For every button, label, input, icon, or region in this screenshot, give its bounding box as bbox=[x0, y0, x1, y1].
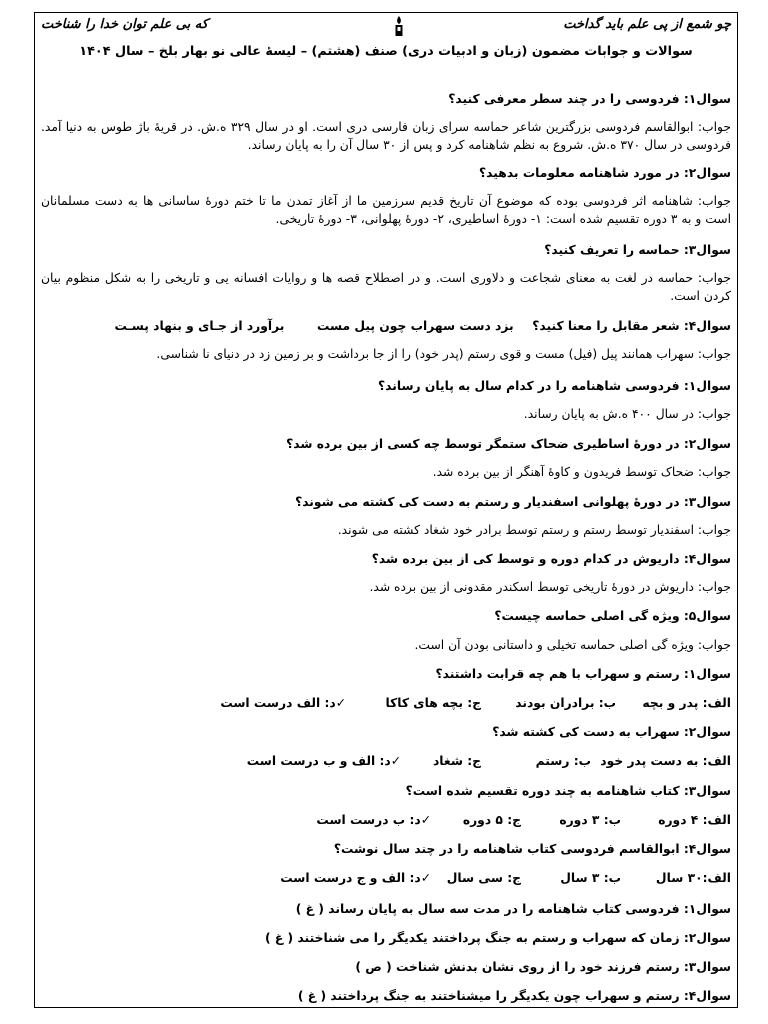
answer: جواب: ابوالقاسم فردوسی بزرگترین شاعر حماسه سرای زبان فارسی دری است. او در سال ۳۲۹ ه.ش. در قریۀ باژ طوس به دنیا آمد. فردوسی در سال ۳۷۰ ه.ش. شروع به نظم شاهنامه کرد و پس از ۳۰ سال آن را به پایان رساند. bbox=[41, 120, 731, 152]
checkmark-icon: ✓ bbox=[390, 754, 401, 768]
header-motto-right: چو شمع از پی علم باید گداخت bbox=[563, 17, 731, 32]
mcq-correct-option: ✓د: ب درست است bbox=[316, 813, 431, 827]
question: سوال۵: ویژه گی اصلی حماسه چیست؟ bbox=[494, 609, 731, 623]
candle-icon bbox=[392, 15, 406, 37]
answer: جواب: اسفندیار توسط رستم و رستم توسط برادر خود شغاد کشته می شوند. bbox=[337, 523, 731, 537]
question-verse-row bbox=[41, 318, 731, 335]
mcq-option: ج: ۵ دوره bbox=[462, 813, 521, 827]
true-false-question: سوال۲: زمان که سهراب و رستم به جنگ پرداختند یکدیگر را می شناختند ( غ ) bbox=[264, 931, 731, 945]
mcq-option: ب: ۳ دوره bbox=[559, 813, 621, 827]
mcq-option: ب: برادران بودند bbox=[515, 696, 616, 710]
mcq-correct-option: ✓د: الف و ج درست است bbox=[280, 871, 431, 885]
answer: جواب: داریوش در دورهٔ تاریخی توسط اسکندر مقدونی از بین برده شد. bbox=[369, 580, 731, 594]
mcq-question: سوال۳: کتاب شاهنامه به چند دوره تقسیم شده است؟ bbox=[405, 784, 731, 798]
mcq-correct-option: ✓د: الف و ب درست است bbox=[246, 754, 401, 768]
true-false-question: سوال۱: فردوسی کتاب شاهنامه را در مدت سه سال به پایان رساند ( غ ) bbox=[295, 902, 731, 916]
question: سوال۳: در دورهٔ پهلوانی اسفندیار و رستم به دست کی کشته می شوند؟ bbox=[295, 495, 731, 509]
question: سوال۱: فردوسی را در چند سطر معرفی کنید؟ bbox=[448, 92, 731, 106]
answer: جواب: حماسه در لغت به معنای شجاعت و دلاوری است. و در اصطلاح قصه ها و روایات افسانه یی و تاریخی را به شکل منظوم بیان کردن است. bbox=[41, 271, 731, 303]
page-title: سوالات و جوابات مضمون (زبان و ادبیات دری) صنف (هشتم) – لیسهٔ عالی نو بهار بلخ – سال ۱۴۰۴ bbox=[79, 44, 693, 59]
mcq-options bbox=[41, 812, 731, 829]
true-false-question: سوال۳: رستم فرزند خود را از روی نشان بدنش شناخت ( ص ) bbox=[355, 960, 731, 974]
question: سوال۲: در دورهٔ اساطیری ضحاک ستمگر توسط چه کسی از بین برده شد؟ bbox=[286, 437, 731, 451]
header-motto-left: که بی علم توان خدا را شناخت bbox=[41, 17, 208, 32]
mcq-options bbox=[41, 870, 731, 887]
verse-first-hemistich: بزد دست سهراب چون پیل مست bbox=[316, 319, 514, 333]
mcq-option: ب: ۳ سال bbox=[560, 871, 621, 885]
mcq-question: سوال۲: سهراب به دست کی کشته شد؟ bbox=[492, 725, 731, 739]
mcq-option: ب: رستم bbox=[535, 754, 591, 768]
question: سوال۲: در مورد شاهنامه معلومات بدهید؟ bbox=[479, 166, 731, 180]
answer: جواب: در سال ۴۰۰ ه.ش به پایان رساند. bbox=[523, 407, 731, 421]
mcq-option: الف: ۴ دوره bbox=[658, 813, 731, 827]
mcq-option: ج: شغاد bbox=[432, 754, 481, 768]
answer: جواب: شاهنامه اثر فردوسی بوده که موضوع آن تاریخ قدیم سرزمین ما از آغاز تمدن ما تا ختم دورهٔ ساسانی ها به دست مسلمانان است و به ۳ دوره تقسیم شده است: ۱- دورهٔ اساطیری، ۲- دورهٔ پهلوانی، ۳- دورهٔ تاریخی. bbox=[41, 194, 731, 226]
true-false-question: سوال۴: رستم و سهراب چون یکدیگر را میشناختند به جنگ پرداختند ( غ ) bbox=[297, 989, 731, 1003]
answer: جواب: ضحاک توسط فریدون و کاوهٔ آهنگر از بین برده شد. bbox=[432, 465, 731, 479]
checkmark-icon: ✓ bbox=[335, 696, 346, 710]
mcq-option: الف: پدر و بچه bbox=[642, 696, 731, 710]
answer: جواب: ویژه گی اصلی حماسه تخیلی و داستانی بودن آن است. bbox=[414, 638, 731, 652]
checkmark-icon: ✓ bbox=[420, 871, 431, 885]
mcq-options bbox=[41, 695, 731, 712]
checkmark-icon: ✓ bbox=[420, 813, 431, 827]
mcq-option: ج: سی سال bbox=[446, 871, 521, 885]
mcq-option: ج: بچه های کاکا bbox=[385, 696, 481, 710]
answer: جواب: سهراب همانند پیل (فیل) مست و قوی رستم (پدر خود) را از جا برداشت و بر زمین زد در دنیای نا شناسی. bbox=[156, 347, 731, 361]
mcq-correct-option: ✓د: الف درست است bbox=[220, 696, 346, 710]
question: سوال۱: فردوسی شاهنامه را در کدام سال به پایان رساند؟ bbox=[377, 379, 731, 393]
mcq-options bbox=[41, 753, 731, 770]
question: سوال۴: داریوش در کدام دوره و توسط کی از بین برده شد؟ bbox=[371, 552, 731, 566]
question: سوال۳: حماسه را تعریف کنید؟ bbox=[544, 243, 731, 257]
verse-second-hemistich: برآورد از جـای و بنهاد پسـت bbox=[114, 319, 285, 333]
mcq-question: سوال۱: رستم و سهراب با هم چه قرابت داشتند؟ bbox=[435, 667, 731, 681]
question: سوال۴: شعر مقابل را معنا کنید؟ bbox=[532, 319, 731, 333]
exam-sheet bbox=[34, 12, 738, 1008]
mcq-option: الف: به دست پدر خود bbox=[600, 754, 731, 768]
mcq-question: سوال۴: ابوالقاسم فردوسی کتاب شاهنامه را در چند سال نوشت؟ bbox=[333, 842, 731, 856]
mcq-option: الف:۳۰ سال bbox=[655, 871, 731, 885]
